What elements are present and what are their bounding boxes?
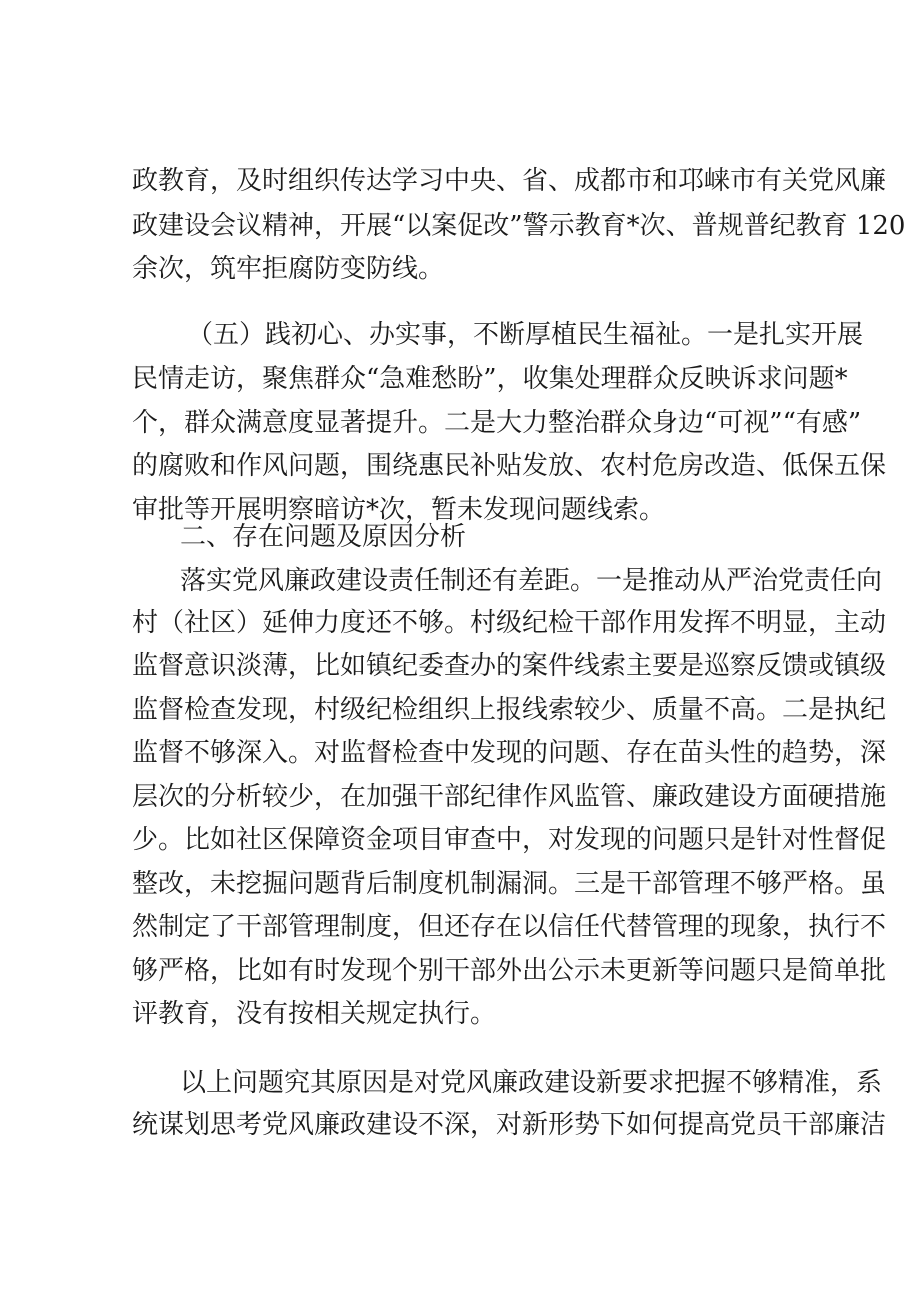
text-line: 政建设会议精神，开展“以案促改”警示教育*次、普规普纪教育 120 xyxy=(132,211,906,241)
text-line: 监督检查发现，村级纪检组织上报线索较少、质量不高。二是执纪 xyxy=(132,695,887,725)
text-line: 个，群众满意度显著提升。二是大力整治群众身边“可视”“有感” xyxy=(132,408,862,438)
text-line: 民情走访，聚焦群众“急难愁盼”，收集处理群众反映诉求问题* xyxy=(132,364,848,394)
text-line: 审批等开展明察暗访*次，暂未发现问题线索。 xyxy=(132,495,666,525)
text-line: 然制定了干部管理制度，但还存在以信任代替管理的现象，执行不 xyxy=(132,912,887,942)
section-heading-two: 二、存在问题及原因分析 xyxy=(180,522,467,552)
text-line: 够严格，比如有时发现个别干部外出公示未更新等问题只是简单批 xyxy=(132,956,887,986)
paragraph-start: 落实党风廉政建设责任制还有差距。一是推动从严治党责任向 xyxy=(180,566,883,596)
text-line: 层次的分析较少，在加强干部纪律作风监管、廉政建设方面硬措施 xyxy=(132,782,887,812)
text-line: 评教育，没有按相关规定执行。 xyxy=(132,999,497,1029)
text-line: 整改，未挖掘问题背后制度机制漏洞。三是干部管理不够严格。虽 xyxy=(132,869,887,899)
text-line: 村（社区）延伸力度还不够。村级纪检干部作用发挥不明显，主动 xyxy=(132,608,887,638)
paragraph-start: 以上问题究其原因是对党风廉政建设新要求把握不够精准，系 xyxy=(180,1068,883,1098)
text-line: 政教育，及时组织传达学习中央、省、成都市和邛崃市有关党风廉 xyxy=(132,166,887,196)
text-line: 余次，筑牢拒腐防变防线。 xyxy=(132,254,445,284)
section-heading-five: （五）践初心、办实事，不断厚植民生福祉。一是扎实开展 xyxy=(187,320,864,350)
text-line: 少。比如社区保障资金项目审查中，对发现的问题只是针对性督促 xyxy=(132,825,887,855)
text-line: 监督意识淡薄，比如镇纪委查办的案件线索主要是巡察反馈或镇级 xyxy=(132,651,887,681)
text-line: 监督不够深入。对监督检查中发现的问题、存在苗头性的趋势，深 xyxy=(132,738,887,768)
text-line: 的腐败和作风问题，围绕惠民补贴发放、农村危房改造、低保五保 xyxy=(132,451,887,481)
text-line: 统谋划思考党风廉政建设不深，对新形势下如何提高党员干部廉洁 xyxy=(132,1110,887,1140)
